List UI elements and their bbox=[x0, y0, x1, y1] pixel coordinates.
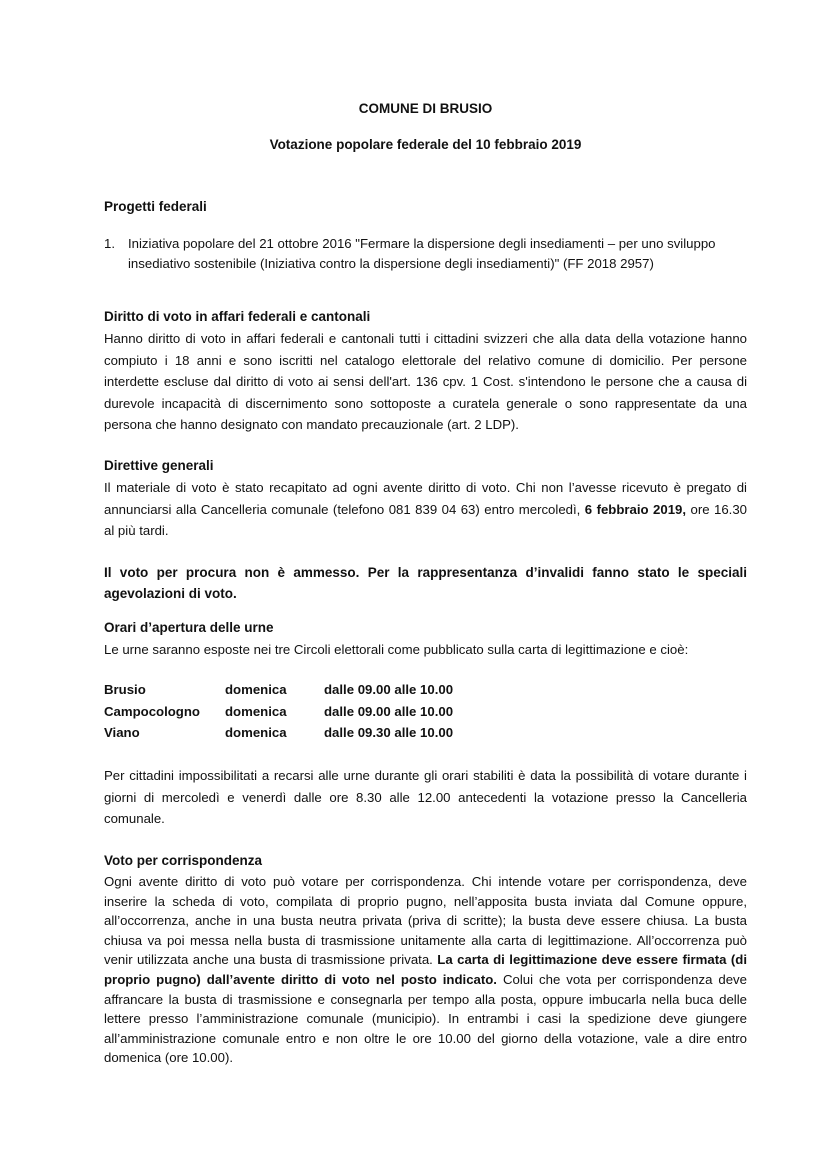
paragraph-orari-note: Per cittadini impossibilitati a recarsi alle urne durante gli orari stabiliti è data la possibilità di votare durante i giorni di mercoledì e venerdì dalle ore 8.30 alle 12.00 antecedenti la votazione presso la Cancelleria comunale. bbox=[104, 768, 747, 827]
schedule-day: domenica bbox=[225, 703, 287, 719]
paragraph-corrispondenza bbox=[104, 872, 747, 1068]
schedule-place: Viano bbox=[104, 725, 140, 740]
list-number: 1. bbox=[104, 236, 115, 251]
paragraph-orari-intro: Le urne saranno esposte nei tre Circoli elettorali come pubblicato sulla carta di legittimazione e cioè: bbox=[104, 642, 689, 657]
schedule-day: domenica bbox=[225, 725, 287, 740]
schedule-place: Campocologno bbox=[104, 703, 200, 719]
section-heading-orari: Orari d’apertura delle urne bbox=[104, 620, 274, 635]
table-row bbox=[104, 682, 453, 704]
table-row bbox=[104, 704, 453, 726]
schedule-hours: dalle 09.00 alle 10.00 bbox=[324, 703, 454, 719]
schedule-place: Brusio bbox=[104, 682, 146, 697]
text-run: Ogni avente diritto di voto può votare per corrispondenza. Chi intende votare per corrispondenza, deve inserire la scheda di voto, compilata di proprio pugno, nell’apposita busta inviata dal Comune oppure, all’occorrenza, anche in una busta neutra privata (priva di scritte); la busta deve essere chiusa. La busta chiusa va poi messa nella busta di trasmissione unitamente alla carta di legittimazione. All’occorrenza può venir utilizzata anche una busta di trasmissione privata. bbox=[104, 874, 747, 968]
paragraph-direttive bbox=[104, 477, 747, 542]
schedule-day: domenica bbox=[225, 682, 287, 697]
section-heading-progetti: Progetti federali bbox=[104, 199, 207, 214]
paragraph-diritto: Hanno diritto di voto in affari federali e cantonali tutti i cittadini svizzeri che alla data della votazione hanno compiuto i 18 anni e sono iscritti nel catalogo elettorale del relativo comune di domicilio. Per persone interdette escluse dal diritto di voto ai sensi dell'art. 136 cpv. 1 Cost. s'intendono le persone che a causa di durevole incapacità di discernimento sono sottoposte a curatela generale o sono rappresentate da una persona che hanno designato con mandato precauzionale (art. 2 LDP). bbox=[104, 331, 747, 433]
text-run: ore 16.30 al più tardi. bbox=[104, 501, 748, 539]
schedule-hours: dalle 09.30 alle 10.00 bbox=[324, 725, 454, 740]
document-subtitle: Votazione popolare federale del 10 febbraio 2019 bbox=[269, 137, 582, 152]
section-heading-corrispondenza: Voto per corrispondenza bbox=[104, 853, 263, 868]
table-row bbox=[104, 725, 453, 747]
section-heading-direttive: Direttive generali bbox=[104, 458, 214, 473]
document-title: COMUNE DI BRUSIO bbox=[358, 101, 493, 116]
deadline-date: 6 febbraio 2019, bbox=[584, 501, 687, 517]
section-heading-diritto: Diritto di voto in affari federali e cantonali bbox=[104, 309, 371, 324]
list-text: Iniziativa popolare del 21 ottobre 2016 "Fermare la dispersione degli insediamenti – per uno sviluppo insediativo sostenibile (Iniziativa contro la dispersione degli insediamenti)" (FF 2018 2957) bbox=[128, 236, 716, 271]
text-run: Il materiale di voto è stato recapitato ad ogni avente diritto di voto. Chi non l’avesse ricevuto è pregato di annunciarsi alla Cancelleria comunale (telefono 081 839 04 63) entro mercoledì, bbox=[104, 480, 747, 517]
schedule-table bbox=[104, 682, 453, 747]
signature-requirement: La carta di legittimazione deve essere firmata (di proprio pugno) dall’avente diritto di voto nel posto indicato. bbox=[104, 952, 747, 987]
schedule-hours: dalle 09.00 alle 10.00 bbox=[324, 682, 454, 697]
text-run: Colui che vota per corrispondenza deve affrancare la busta di trasmissione e consegnarla per tempo alla posta, oppure imbucarla nella buca delle lettere presso l’amministrazione comunale (municipio). In entrambi i casi la spedizione deve giungere all’amministrazione comunale entro e non oltre le ore 10.00 del giorno della votazione, vale a dire entro domenica (ore 10.00). bbox=[104, 971, 747, 1066]
notice-procura: Il voto per procura non è ammesso. Per la rappresentanza d’invalidi fanno stato le speciali agevolazioni di voto. bbox=[104, 565, 747, 601]
